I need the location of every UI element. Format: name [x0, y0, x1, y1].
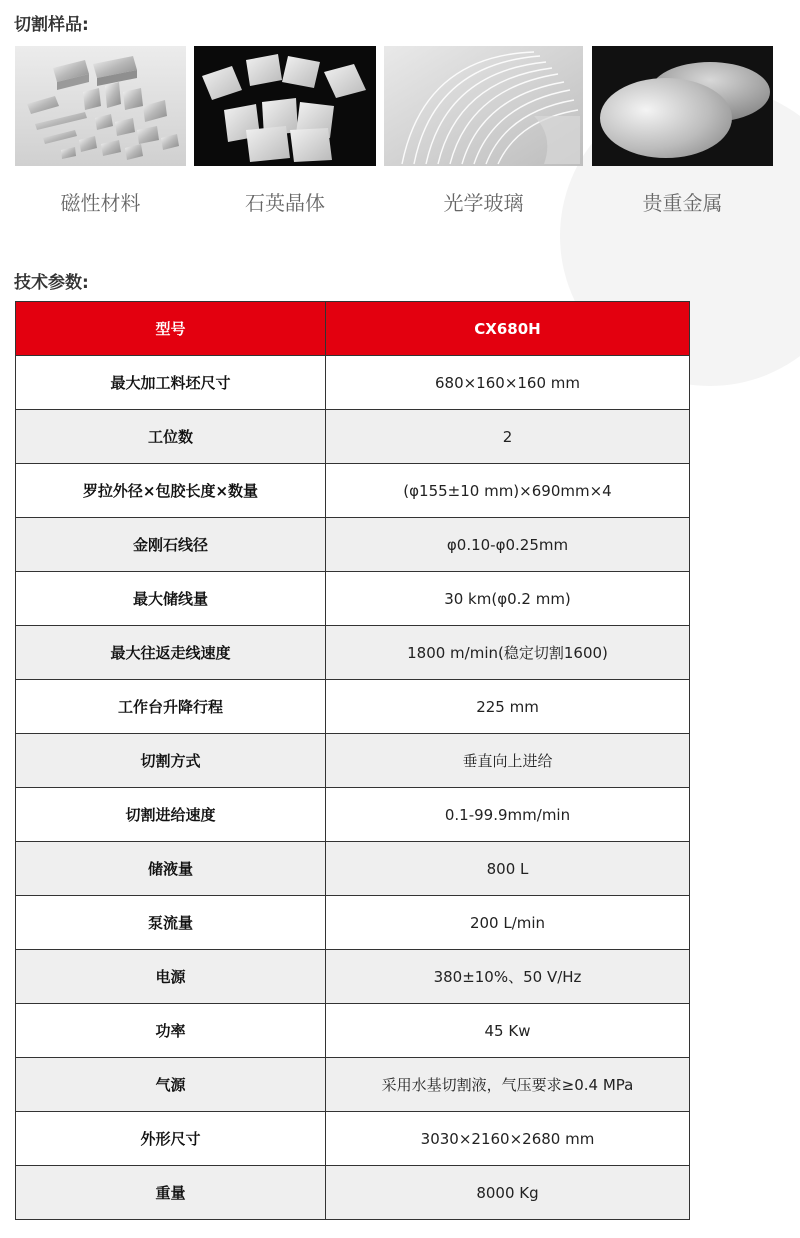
samples-section-title: 切割样品: [14, 15, 89, 35]
param-value-cell: 垂直向上进给 [326, 734, 690, 788]
param-name-cell: 最大储线量 [16, 572, 326, 626]
specs-section-title: 技术参数: [14, 273, 89, 293]
param-value-cell: 200 L/min [326, 896, 690, 950]
sample-caption-magnetic: 磁性材料 [60, 191, 141, 215]
table-row [16, 1112, 690, 1166]
table-row [16, 518, 690, 572]
param-name-cell: 最大加工料坯尺寸 [16, 356, 326, 410]
table-row [16, 626, 690, 680]
param-name-cell: 功率 [16, 1004, 326, 1058]
table-row [16, 842, 690, 896]
param-name-cell: 重量 [16, 1166, 326, 1220]
sample-caption-precious-metal: 贵重金属 [642, 191, 723, 215]
param-value-cell: 225 mm [326, 680, 690, 734]
table-row [16, 950, 690, 1004]
samples-gallery [0, 46, 800, 226]
table-row [16, 464, 690, 518]
param-name-cell: 切割进给速度 [16, 788, 326, 842]
table-row [16, 1058, 690, 1112]
param-value-cell: 30 km(φ0.2 mm) [326, 572, 690, 626]
metal-disc-image [592, 46, 773, 166]
sample-card-quartz[interactable] [194, 46, 376, 215]
param-name-cell: 金刚石线径 [16, 518, 326, 572]
param-name-cell: 气源 [16, 1058, 326, 1112]
table-row [16, 896, 690, 950]
param-name-cell: 工作台升降行程 [16, 680, 326, 734]
param-value-cell: 2 [326, 410, 690, 464]
param-value-cell: 1800 m/min(稳定切割1600) [326, 626, 690, 680]
param-name-cell: 电源 [16, 950, 326, 1004]
param-value-cell: 45 Kw [326, 1004, 690, 1058]
table-row [16, 680, 690, 734]
header-param-cell: 型号 [16, 302, 326, 356]
param-value-cell: 380±10%、50 V/Hz [326, 950, 690, 1004]
table-row [16, 734, 690, 788]
param-name-cell: 罗拉外径×包胶长度×数量 [16, 464, 326, 518]
param-value-cell: 采用水基切割液，气压要求≥0.4 MPa [326, 1058, 690, 1112]
sample-card-magnetic[interactable] [15, 46, 186, 215]
param-value-cell: 800 L [326, 842, 690, 896]
param-name-cell: 最大往返走线速度 [16, 626, 326, 680]
table-row [16, 356, 690, 410]
param-value-cell: (φ155±10 mm)×690mm×4 [326, 464, 690, 518]
header-model-cell: CX680H [326, 302, 690, 356]
sample-caption-optical-glass: 光学玻璃 [443, 191, 524, 215]
specs-header-row [16, 302, 690, 356]
param-name-cell: 储液量 [16, 842, 326, 896]
table-row [16, 1166, 690, 1220]
param-name-cell: 工位数 [16, 410, 326, 464]
table-row [16, 788, 690, 842]
param-name-cell: 泵流量 [16, 896, 326, 950]
sample-caption-quartz: 石英晶体 [245, 191, 325, 215]
sample-card-precious-metal[interactable] [592, 46, 773, 215]
param-name-cell: 外形尺寸 [16, 1112, 326, 1166]
table-row [16, 1004, 690, 1058]
quartz-wafers-image [194, 46, 376, 166]
param-value-cell: 8000 Kg [326, 1166, 690, 1220]
param-name-cell: 切割方式 [16, 734, 326, 788]
param-value-cell: 0.1-99.9mm/min [326, 788, 690, 842]
table-row [16, 572, 690, 626]
param-value-cell: 3030×2160×2680 mm [326, 1112, 690, 1166]
optical-glass-image [384, 46, 583, 166]
param-value-cell: φ0.10-φ0.25mm [326, 518, 690, 572]
magnetic-blocks-image [15, 46, 186, 166]
table-row [16, 410, 690, 464]
param-value-cell: 680×160×160 mm [326, 356, 690, 410]
specs-table [15, 301, 690, 1220]
sample-card-optical-glass[interactable] [384, 46, 583, 215]
